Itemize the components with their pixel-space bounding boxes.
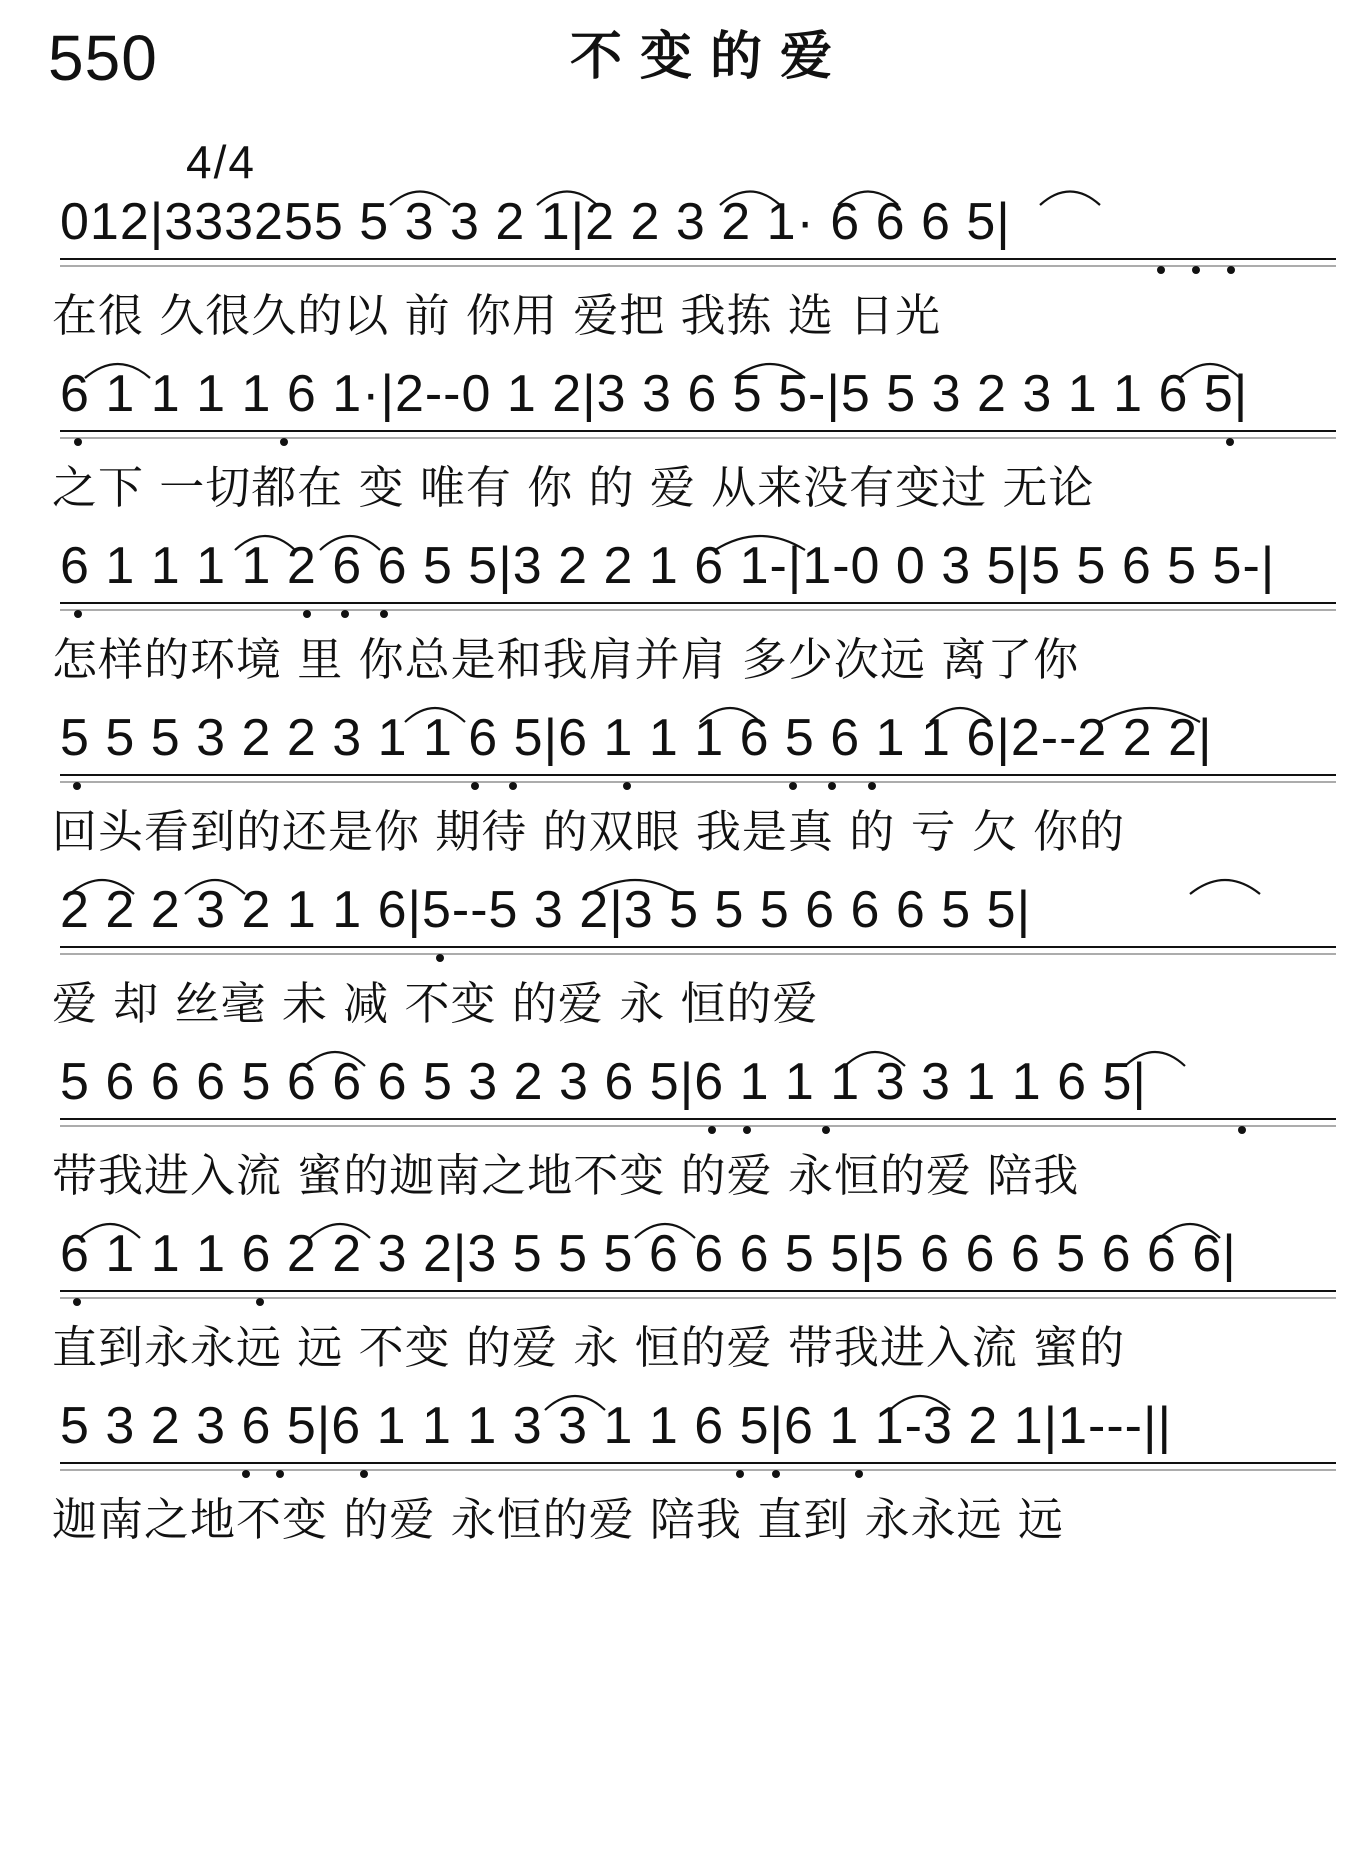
underline-7 [60,1290,1336,1292]
notation-line-5: 2 2 2 3 2 1 1 6|5--5 3 2|3 5 5 5 6 6 6 5 5| [60,881,1032,939]
underline-2 [60,430,1336,432]
notation-line-3: 6 1 1 1 1 2 6 6 5 5|3 2 2 1 6 1-|1-0 0 3 5|5 5 6 5 5-| [60,537,1276,595]
notation-line-1: 012|333255 5 3 3 2 1|2 2 3 2 1· 6 6 6 5| [60,193,1011,251]
notation-line-6: 5 6 6 6 5 6 6 6 5 3 2 3 6 5|6 1 1 1 3 3 1 1 6 5| [60,1053,1147,1111]
lyrics-line-6: 带我进入流 蜜的迦南之地不变 的爱 永恒的爱 陪我 [52,1149,1080,1202]
score-system-8 [0,1388,1364,1598]
lyrics-line-7: 直到永永远 远 不变 的爱 永 恒的爱 带我进入流 蜜的 [52,1321,1126,1374]
underline-3b [60,609,1336,611]
underline-3 [60,602,1336,604]
underline-4 [60,774,1336,776]
lyrics-line-2: 之下 一切都在 变 唯有 你 的 爱 从来没有变过 无论 [52,461,1095,514]
underline-6 [60,1118,1336,1120]
underline-1b [60,265,1336,267]
notation-line-2: 6 1 1 1 1 6 1·|2--0 1 2|3 3 6 5 5-|5 5 3 2 3 1 1 6 5| [60,365,1249,423]
notation-line-7: 6 1 1 1 6 2 2 3 2|3 5 5 5 6 6 6 5 5|5 6 6 6 5 6 6 6| [60,1225,1237,1283]
underline-5b [60,953,1336,955]
underline-4b [60,781,1336,783]
underline-6b [60,1125,1336,1127]
lyrics-line-1: 在很 久很久的以 前 你用 爱把 我拣 选 日光 [52,289,942,342]
underline-8 [60,1462,1336,1464]
underline-1 [60,258,1336,260]
lyrics-line-4: 回头看到的还是你 期待 的双眼 我是真 的 亏 欠 你的 [52,805,1126,858]
lyrics-line-8: 迦南之地不变 的爱 永恒的爱 陪我 直到 永永远 远 [52,1493,1064,1546]
notation-line-8: 5 3 2 3 6 5|6 1 1 1 3 3 1 1 6 5|6 1 1-3 2 1|1---|| [60,1397,1173,1455]
song-title: 不变的爱 [569,27,850,87]
underline-5 [60,946,1336,948]
underline-8b [60,1469,1336,1471]
notation-line-4: 5 5 5 3 2 2 3 1 1 6 5|6 1 1 1 6 5 6 1 1 6|2--2 2 2| [60,709,1213,767]
underline-2b [60,437,1336,439]
time-signature: 4/4 [186,136,256,188]
lyrics-line-3: 怎样的环境 里 你总是和我肩并肩 多少次远 离了你 [52,633,1080,686]
underline-7b [60,1297,1336,1299]
lyrics-line-5: 爱 却 丝毫 未 减 不变 的爱 永 恒的爱 [52,977,819,1030]
hymn-number: 550 [48,22,158,94]
